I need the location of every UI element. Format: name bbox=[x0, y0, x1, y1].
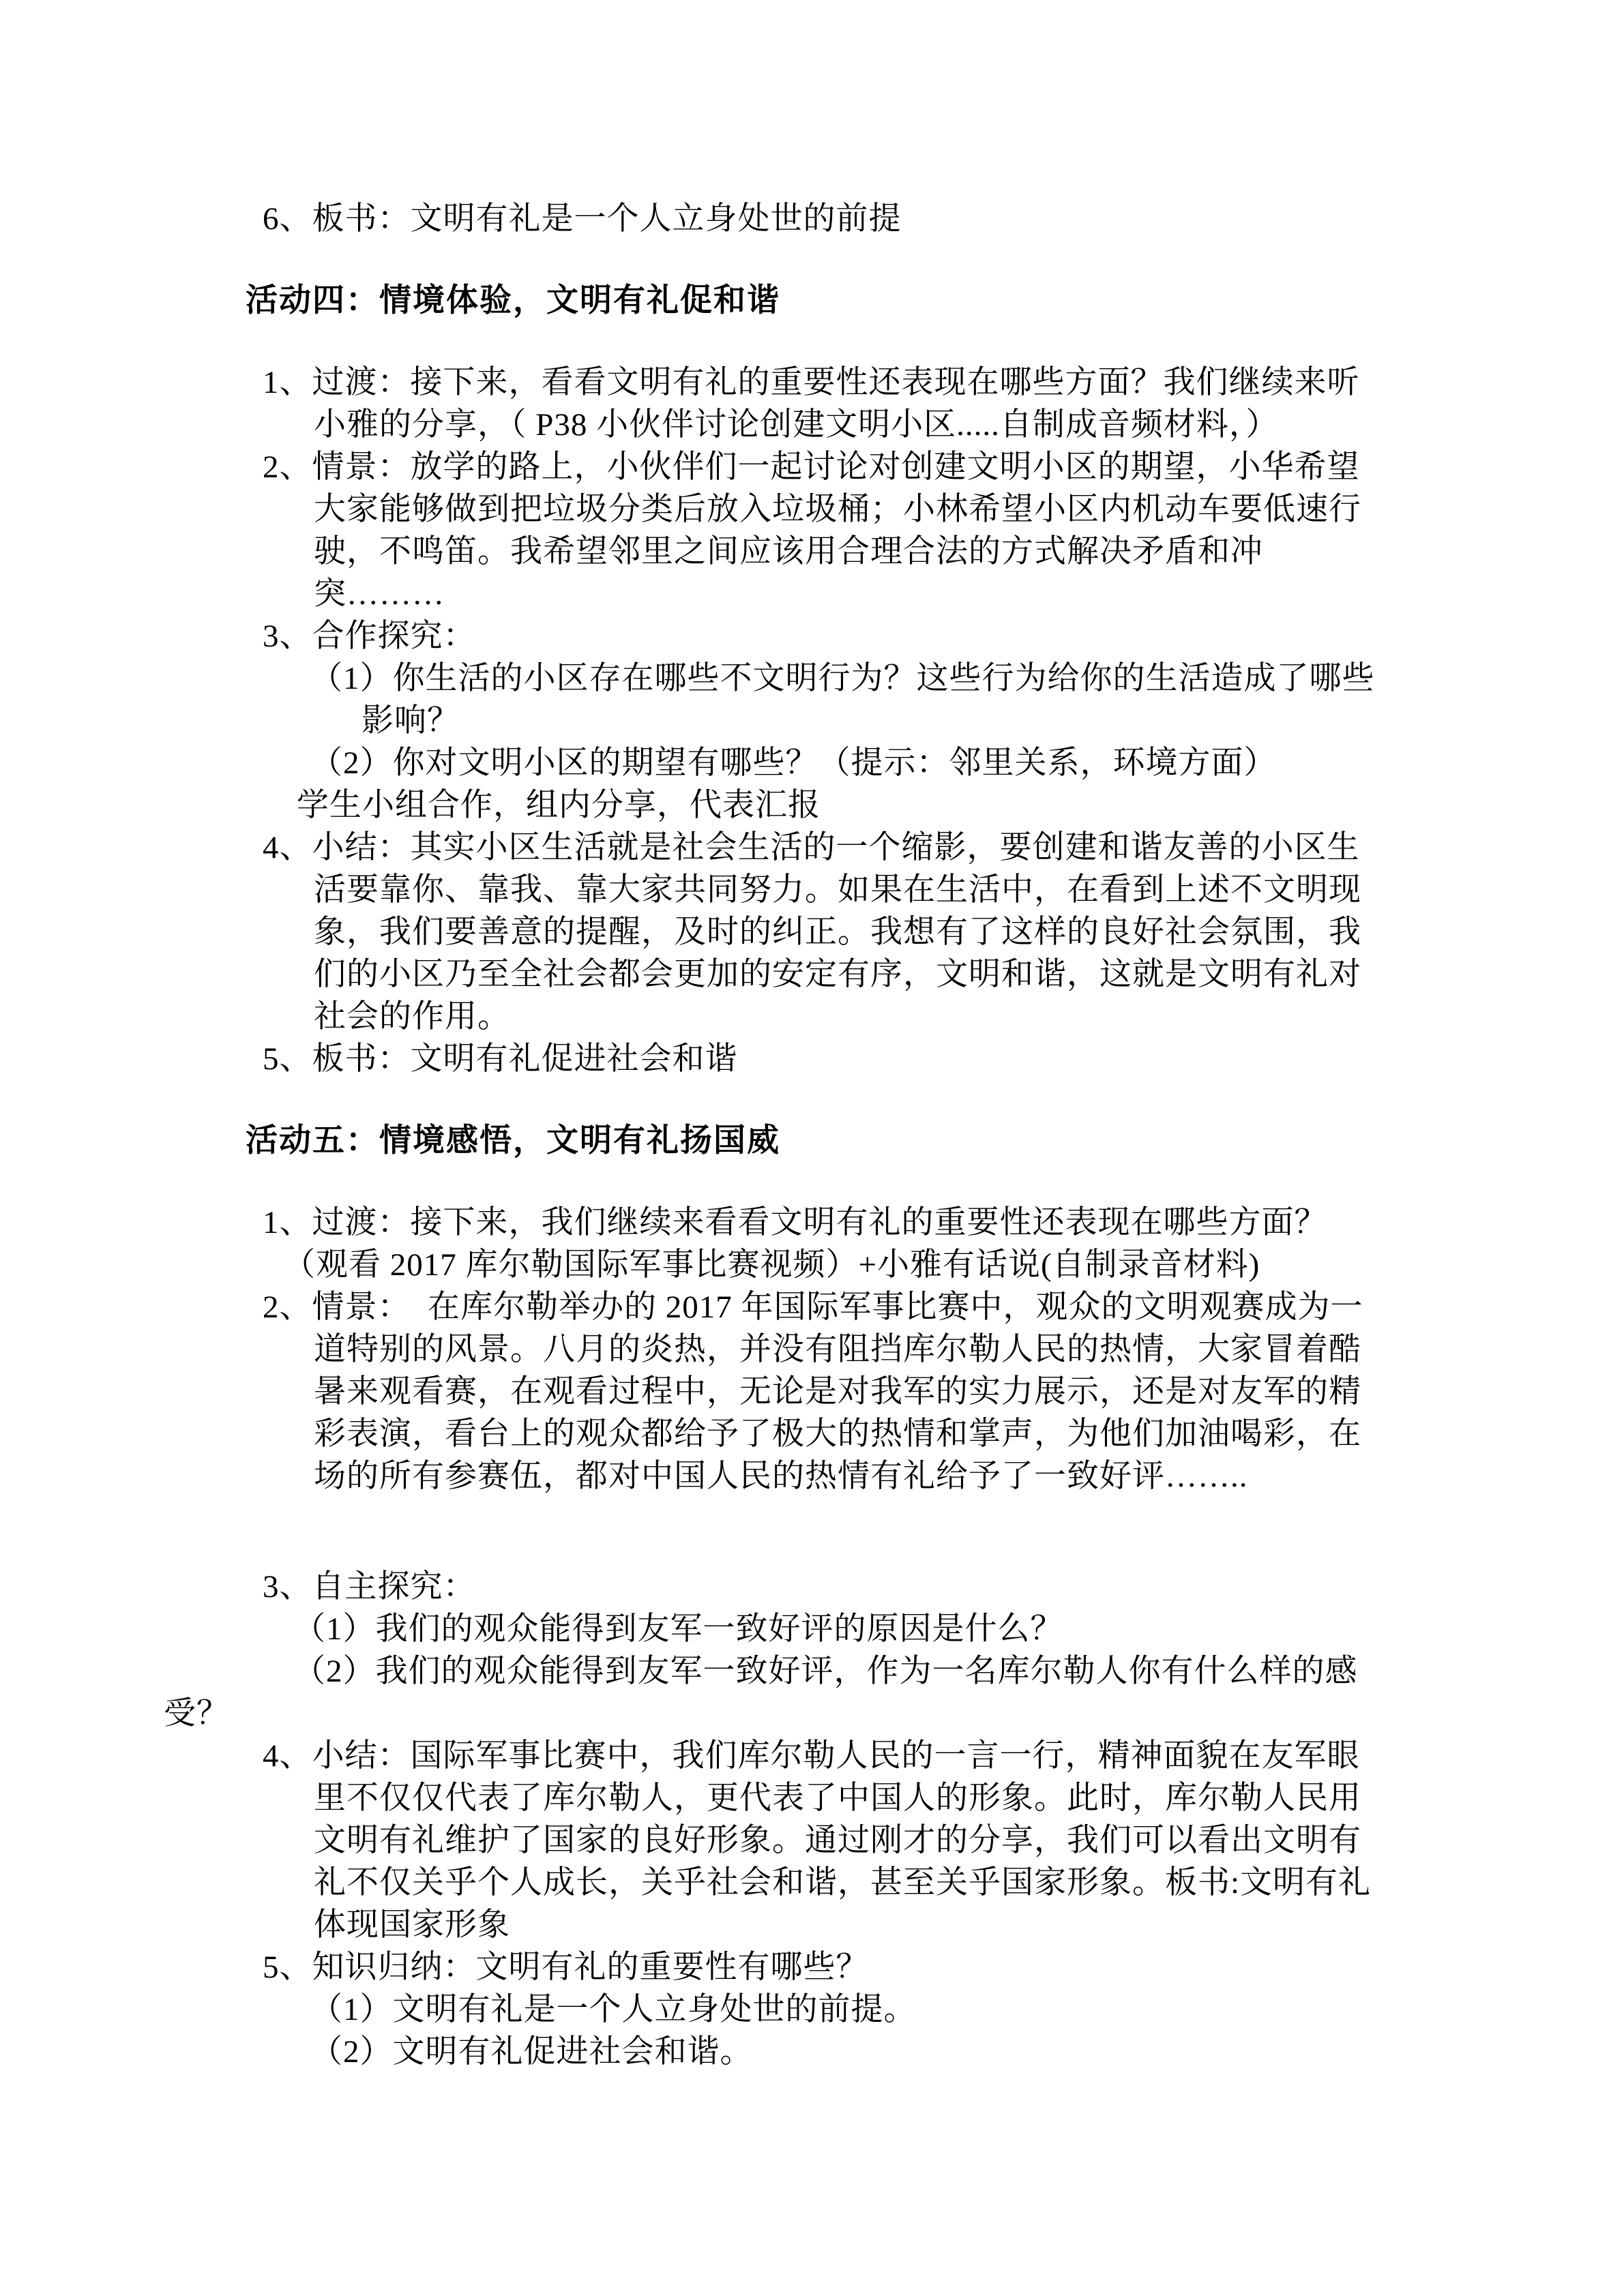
paragraph-continuation: 礼不仅关乎个人成长，关乎社会和谐，甚至关乎国家形象。板书:文明有礼 bbox=[314, 1865, 1372, 1900]
numbered-item: 3、自主探究： bbox=[263, 1569, 476, 1605]
student-activity-note: 学生小组合作，组内分享，代表汇报 bbox=[297, 788, 821, 823]
numbered-item: 2、情景：放学的路上，小伙伴们一起讨论对创建文明小区的期望，小华希望 bbox=[263, 449, 1360, 485]
sub-question: （1）文明有礼是一个人立身处世的前提。 bbox=[310, 1992, 917, 2027]
paragraph-continuation: 彩表演，看台上的观众都给予了极大的热情和掌声，为他们加油喝彩，在 bbox=[314, 1416, 1361, 1452]
paragraph-continuation: 活要靠你、靠我、靠大家共同努力。如果在生活中，在看到上述不文明现 bbox=[314, 872, 1361, 908]
paragraph-continuation: 突……… bbox=[314, 576, 445, 612]
paragraph-continuation: 大家能够做到把垃圾分类后放入垃圾桶；小林希望小区内机动车要低速行 bbox=[314, 492, 1361, 527]
numbered-item: 3、合作探究： bbox=[263, 618, 476, 654]
paragraph-continuation: 们的小区乃至全社会都会更加的安定有序，文明和谐，这就是文明有礼对 bbox=[314, 957, 1361, 992]
numbered-item: 2、情景： 在库尔勒举办的 2017 年国际军事比赛中，观众的文明观赛成为一 bbox=[263, 1289, 1363, 1325]
wrapped-text-fragment: 受？ bbox=[164, 1696, 229, 1731]
paragraph-continuation: 里不仅仅代表了库尔勒人，更代表了中国人的形象。此时，库尔勒人民用 bbox=[314, 1780, 1361, 1816]
activity-5-heading: 活动五：情境感悟，文明有礼扬国威 bbox=[246, 1123, 780, 1159]
blackboard-note-line: 6、板书：文明有礼是一个人立身处世的前提 bbox=[263, 201, 902, 237]
blackboard-note-line: 5、板书：文明有礼促进社会和谐 bbox=[263, 1041, 738, 1077]
paragraph-continuation: 小雅的分享，（ P38 小伙伴讨论创建文明小区.....自制成音频材料，） bbox=[314, 407, 1279, 443]
paragraph-continuation: 道特别的风景。八月的炎热，并没有阻挡库尔勒人民的热情，大家冒着酷 bbox=[314, 1332, 1361, 1367]
activity-4-heading: 活动四：情境体验，文明有礼促和谐 bbox=[246, 283, 780, 318]
numbered-item: 5、知识归纳：文明有礼的重要性有哪些？ bbox=[263, 1950, 869, 1985]
sub-question: （1）你生活的小区存在哪些不文明行为？这些行为给你的生活造成了哪些 bbox=[310, 661, 1375, 696]
paragraph-continuation: 驶，不鸣笛。我希望邻里之间应该用合理合法的方式解决矛盾和冲 bbox=[314, 534, 1263, 569]
numbered-item: 4、小结：其实小区生活就是社会生活的一个缩影，要创建和谐友善的小区生 bbox=[263, 830, 1360, 865]
sub-question: （1）我们的观众能得到友军一致好评的原因是什么？ bbox=[293, 1611, 1063, 1647]
sub-question: （2）文明有礼促进社会和谐。 bbox=[310, 2034, 753, 2070]
material-note: （观看 2017 库尔勒国际军事比赛视频）+小雅有话说(自制录音材料) bbox=[283, 1247, 1260, 1283]
sub-question: （2）你对文明小区的期望有哪些？（提示：邻里关系，环境方面） bbox=[310, 745, 1277, 781]
paragraph-continuation: 场的所有参赛伍，都对中国人民的热情有礼给予了一致好评…….. bbox=[314, 1459, 1248, 1494]
sub-question: （2）我们的观众能得到友军一致好评，作为一名库尔勒人你有什么样的感 bbox=[293, 1654, 1358, 1689]
paragraph-continuation: 体现国家形象 bbox=[314, 1907, 510, 1943]
paragraph-continuation: 社会的作用。 bbox=[314, 999, 510, 1034]
paragraph-continuation: 暑来观看赛，在观看过程中，无论是对我军的实力展示，还是对友军的精 bbox=[314, 1374, 1361, 1410]
numbered-item: 1、过渡：接下来，看看文明有礼的重要性还表现在哪些方面？我们继续来听 bbox=[263, 365, 1360, 400]
sub-question-continuation: 影响？ bbox=[361, 703, 460, 739]
paragraph-continuation: 象，我们要善意的提醒，及时的纠正。我想有了这样的良好社会氛围，我 bbox=[314, 914, 1361, 950]
numbered-item: 1、过渡：接下来，我们继续来看看文明有礼的重要性还表现在哪些方面？ bbox=[263, 1205, 1327, 1240]
numbered-item: 4、小结：国际军事比赛中，我们库尔勒人民的一言一行，精神面貌在友军眼 bbox=[263, 1738, 1360, 1774]
paragraph-continuation: 文明有礼维护了国家的良好形象。通过刚才的分享，我们可以看出文明有 bbox=[314, 1823, 1361, 1858]
